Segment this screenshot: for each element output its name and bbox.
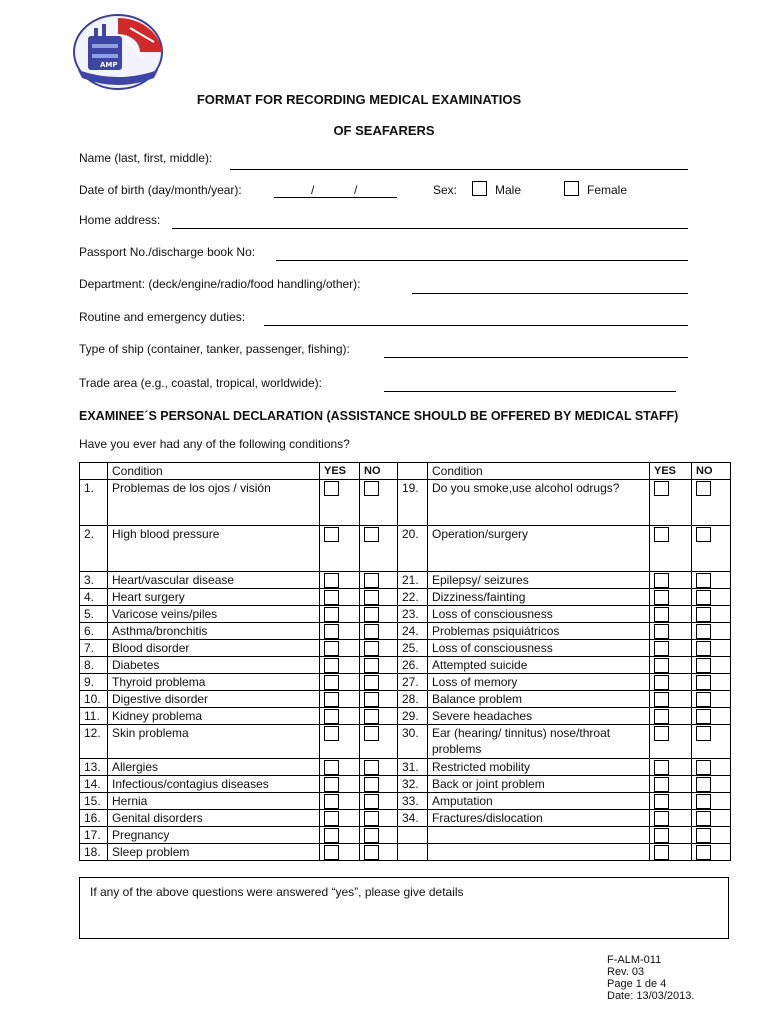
condition-number: 27.	[398, 674, 428, 691]
header-condition: Condition	[108, 463, 320, 480]
yes-checkbox[interactable]	[324, 527, 339, 542]
table-row	[80, 526, 731, 572]
no-cell	[360, 606, 398, 623]
no-checkbox[interactable]	[364, 709, 379, 724]
no-checkbox[interactable]	[696, 527, 711, 542]
yes-checkbox[interactable]	[654, 845, 669, 860]
yes-cell	[650, 793, 692, 810]
yes-checkbox[interactable]	[324, 811, 339, 826]
condition-number: 7.	[80, 640, 108, 657]
yes-checkbox[interactable]	[654, 811, 669, 826]
condition-name: Digestive disorder	[108, 691, 320, 708]
yes-cell	[320, 623, 360, 640]
yes-checkbox[interactable]	[654, 641, 669, 656]
yes-cell	[650, 759, 692, 776]
condition-name: Kidney problema	[108, 708, 320, 725]
table-row	[80, 572, 731, 589]
condition-number: 12.	[80, 725, 108, 759]
yes-checkbox[interactable]	[324, 607, 339, 622]
yes-cell	[650, 623, 692, 640]
table-row	[80, 674, 731, 691]
header-number	[80, 463, 108, 480]
yes-cell	[320, 606, 360, 623]
condition-name: Heart/vascular disease	[108, 572, 320, 589]
trade-area-label: Trade area (e.g., coastal, tropical, worldwide):	[79, 376, 322, 390]
condition-name: Severe headaches	[428, 708, 650, 725]
no-cell	[692, 776, 731, 793]
condition-name: Loss of memory	[428, 674, 650, 691]
yes-cell	[320, 691, 360, 708]
no-checkbox[interactable]	[364, 481, 379, 496]
yes-cell	[650, 725, 692, 759]
yes-checkbox[interactable]	[324, 726, 339, 741]
trade-area-field[interactable]	[384, 391, 676, 392]
name-field[interactable]	[230, 169, 688, 170]
yes-cell	[650, 526, 692, 572]
form-date: Date: 13/03/2013.	[607, 990, 695, 1002]
condition-name: Heart surgery	[108, 589, 320, 606]
form-title-line1: FORMAT FOR RECORDING MEDICAL EXAMINATIOS	[196, 92, 522, 107]
yes-checkbox[interactable]	[324, 845, 339, 860]
yes-cell	[320, 810, 360, 827]
no-cell	[360, 480, 398, 526]
no-cell	[360, 827, 398, 844]
no-checkbox[interactable]	[364, 828, 379, 843]
form-title-line2: OF SEAFARERS	[333, 123, 435, 138]
yes-cell	[650, 776, 692, 793]
dob-label: Date of birth (day/month/year):	[79, 183, 242, 197]
yes-cell	[320, 725, 360, 759]
yes-checkbox[interactable]	[324, 481, 339, 496]
no-cell	[692, 793, 731, 810]
condition-number: 22.	[398, 589, 428, 606]
yes-checkbox[interactable]	[654, 709, 669, 724]
condition-number: 28.	[398, 691, 428, 708]
yes-cell	[320, 526, 360, 572]
condition-number: 3.	[80, 572, 108, 589]
yes-checkbox[interactable]	[654, 726, 669, 741]
yes-checkbox[interactable]	[324, 794, 339, 809]
no-checkbox[interactable]	[696, 709, 711, 724]
home-address-label: Home address:	[79, 213, 161, 227]
condition-number: 30.	[398, 725, 428, 759]
no-cell	[360, 589, 398, 606]
no-checkbox[interactable]	[364, 641, 379, 656]
authority-logo	[70, 12, 166, 92]
no-cell	[360, 572, 398, 589]
condition-name: Epilepsy/ seizures	[428, 572, 650, 589]
no-checkbox[interactable]	[696, 607, 711, 622]
no-checkbox[interactable]	[364, 658, 379, 673]
condition-number: 13.	[80, 759, 108, 776]
svg-text:AMP: AMP	[100, 61, 118, 69]
yes-checkbox[interactable]	[654, 624, 669, 639]
no-cell	[692, 480, 731, 526]
no-cell	[360, 674, 398, 691]
conditions-question: Have you ever had any of the following conditions?	[79, 437, 350, 451]
document-footer	[607, 954, 694, 1002]
table-row	[80, 759, 731, 776]
no-checkbox[interactable]	[696, 828, 711, 843]
female-checkbox[interactable]	[564, 181, 579, 196]
condition-name: Thyroid problema	[108, 674, 320, 691]
yes-checkbox[interactable]	[654, 828, 669, 843]
sex-label: Sex:	[433, 183, 458, 197]
table-row	[80, 691, 731, 708]
no-checkbox[interactable]	[696, 658, 711, 673]
yes-cell	[650, 827, 692, 844]
header-yes: YES	[650, 463, 692, 480]
table-row	[80, 793, 731, 810]
no-checkbox[interactable]	[364, 760, 379, 775]
form-code: F-ALM-011	[607, 954, 662, 966]
table-row	[80, 725, 731, 759]
revision: Rev. 03	[607, 966, 645, 978]
condition-number: 19.	[398, 480, 428, 526]
condition-name: Dizziness/fainting	[428, 589, 650, 606]
condition-name: Amputation	[428, 793, 650, 810]
condition-number: 23.	[398, 606, 428, 623]
no-cell	[692, 572, 731, 589]
yes-checkbox[interactable]	[324, 573, 339, 588]
department-field[interactable]	[412, 293, 688, 294]
condition-name: Varicose veins/piles	[108, 606, 320, 623]
no-checkbox[interactable]	[696, 726, 711, 741]
no-checkbox[interactable]	[696, 692, 711, 707]
yes-checkbox[interactable]	[654, 658, 669, 673]
condition-number: 21.	[398, 572, 428, 589]
condition-name: Blood disorder	[108, 640, 320, 657]
condition-number: 34.	[398, 810, 428, 827]
condition-name: Skin problema	[108, 725, 320, 759]
table-row	[80, 657, 731, 674]
no-cell	[360, 844, 398, 861]
no-cell	[692, 526, 731, 572]
condition-name: Pregnancy	[108, 827, 320, 844]
yes-cell	[320, 759, 360, 776]
male-checkbox[interactable]	[472, 181, 487, 196]
yes-checkbox[interactable]	[654, 481, 669, 496]
yes-cell	[650, 691, 692, 708]
yes-checkbox[interactable]	[654, 527, 669, 542]
yes-checkbox[interactable]	[654, 760, 669, 775]
yes-cell	[320, 674, 360, 691]
condition-number: 18.	[80, 844, 108, 861]
condition-number: 17.	[80, 827, 108, 844]
no-cell	[692, 589, 731, 606]
condition-number: 33.	[398, 793, 428, 810]
yes-cell	[650, 640, 692, 657]
condition-number	[398, 827, 428, 844]
no-checkbox[interactable]	[364, 573, 379, 588]
condition-number: 4.	[80, 589, 108, 606]
yes-cell	[650, 708, 692, 725]
name-label: Name (last, first, middle):	[79, 151, 213, 165]
no-cell	[692, 674, 731, 691]
condition-name: Ear (hearing/ tinnitus) nose/throat problems	[428, 725, 650, 759]
yes-checkbox[interactable]	[654, 675, 669, 690]
no-checkbox[interactable]	[364, 590, 379, 605]
condition-number: 6.	[80, 623, 108, 640]
condition-name: Do you smoke,use alcohol odrugs?	[428, 480, 650, 526]
yes-cell	[650, 480, 692, 526]
condition-number: 16.	[80, 810, 108, 827]
condition-name: Asthma/bronchitis	[108, 623, 320, 640]
condition-name: Problemas psiquiátricos	[428, 623, 650, 640]
dob-separator: /	[354, 183, 358, 197]
yes-checkbox[interactable]	[324, 828, 339, 843]
yes-cell	[650, 606, 692, 623]
no-checkbox[interactable]	[364, 845, 379, 860]
details-box[interactable]	[79, 877, 729, 939]
condition-name: Balance problem	[428, 691, 650, 708]
no-checkbox[interactable]	[696, 675, 711, 690]
yes-checkbox[interactable]	[324, 590, 339, 605]
condition-name: Problemas de los ojos / visión	[108, 480, 320, 526]
no-cell	[692, 606, 731, 623]
no-checkbox[interactable]	[364, 675, 379, 690]
no-checkbox[interactable]	[696, 845, 711, 860]
no-checkbox[interactable]	[364, 607, 379, 622]
no-cell	[692, 759, 731, 776]
yes-checkbox[interactable]	[324, 641, 339, 656]
table-row	[80, 844, 731, 861]
table-row	[80, 827, 731, 844]
yes-checkbox[interactable]	[654, 777, 669, 792]
no-cell	[360, 526, 398, 572]
no-cell	[360, 759, 398, 776]
yes-cell	[320, 572, 360, 589]
header-yes: YES	[320, 463, 360, 480]
yes-cell	[320, 657, 360, 674]
condition-number: 15.	[80, 793, 108, 810]
yes-cell	[650, 674, 692, 691]
table-row	[80, 623, 731, 640]
table-row	[80, 640, 731, 657]
no-cell	[360, 810, 398, 827]
passport-field[interactable]	[276, 260, 688, 261]
yes-checkbox[interactable]	[324, 777, 339, 792]
dob-field[interactable]	[274, 197, 397, 198]
no-cell	[360, 623, 398, 640]
yes-cell	[650, 589, 692, 606]
condition-name: Allergies	[108, 759, 320, 776]
condition-number: 20.	[398, 526, 428, 572]
condition-name: Genital disorders	[108, 810, 320, 827]
condition-number: 31.	[398, 759, 428, 776]
no-cell	[692, 827, 731, 844]
condition-number: 8.	[80, 657, 108, 674]
ship-type-field[interactable]	[384, 357, 688, 358]
no-cell	[360, 657, 398, 674]
no-checkbox[interactable]	[364, 811, 379, 826]
no-checkbox[interactable]	[364, 624, 379, 639]
no-checkbox[interactable]	[696, 794, 711, 809]
yes-checkbox[interactable]	[324, 675, 339, 690]
condition-name	[428, 844, 650, 861]
condition-name: High blood pressure	[108, 526, 320, 572]
no-cell	[692, 810, 731, 827]
no-checkbox[interactable]	[696, 641, 711, 656]
no-cell	[360, 793, 398, 810]
yes-cell	[320, 844, 360, 861]
yes-checkbox[interactable]	[324, 709, 339, 724]
page-number: Page 1 de 4	[607, 978, 667, 990]
duties-label: Routine and emergency duties:	[79, 310, 246, 324]
no-checkbox[interactable]	[696, 624, 711, 639]
no-checkbox[interactable]	[696, 573, 711, 588]
condition-name: Infectious/contagius diseases	[108, 776, 320, 793]
no-checkbox[interactable]	[364, 794, 379, 809]
no-cell	[692, 657, 731, 674]
condition-number: 9.	[80, 674, 108, 691]
yes-checkbox[interactable]	[654, 590, 669, 605]
female-label: Female	[587, 183, 628, 197]
condition-name: Hernia	[108, 793, 320, 810]
no-cell	[692, 640, 731, 657]
yes-checkbox[interactable]	[654, 794, 669, 809]
home-address-field[interactable]	[172, 228, 688, 229]
header-number	[398, 463, 428, 480]
no-checkbox[interactable]	[696, 760, 711, 775]
passport-label: Passport No./discharge book No:	[79, 245, 256, 259]
yes-cell	[320, 827, 360, 844]
details-prompt: If any of the above questions were answered “yes”, please give details	[90, 885, 464, 899]
condition-name	[428, 827, 650, 844]
declaration-heading: EXAMINEE´S PERSONAL DECLARATION (ASSISTANCE SHOULD BE OFFERED BY MEDICAL STAFF)	[79, 409, 679, 423]
no-checkbox[interactable]	[696, 777, 711, 792]
no-cell	[360, 708, 398, 725]
yes-checkbox[interactable]	[654, 607, 669, 622]
no-cell	[360, 640, 398, 657]
no-checkbox[interactable]	[364, 692, 379, 707]
condition-name: Sleep problem	[108, 844, 320, 861]
condition-number: 26.	[398, 657, 428, 674]
yes-cell	[650, 657, 692, 674]
yes-cell	[320, 776, 360, 793]
table-row	[80, 810, 731, 827]
condition-number: 5.	[80, 606, 108, 623]
condition-number: 29.	[398, 708, 428, 725]
condition-number: 10.	[80, 691, 108, 708]
condition-name: Loss of consciousness	[428, 640, 650, 657]
condition-number: 25.	[398, 640, 428, 657]
condition-name: Loss of consciousness	[428, 606, 650, 623]
no-cell	[692, 691, 731, 708]
table-row	[80, 708, 731, 725]
no-checkbox[interactable]	[364, 726, 379, 741]
condition-name: Attempted suicide	[428, 657, 650, 674]
no-cell	[692, 623, 731, 640]
yes-cell	[320, 640, 360, 657]
yes-checkbox[interactable]	[324, 760, 339, 775]
condition-number: 11.	[80, 708, 108, 725]
no-cell	[360, 725, 398, 759]
yes-checkbox[interactable]	[324, 624, 339, 639]
table-row	[80, 589, 731, 606]
condition-name: Fractures/dislocation	[428, 810, 650, 827]
no-checkbox[interactable]	[696, 811, 711, 826]
condition-number: 14.	[80, 776, 108, 793]
male-label: Male	[495, 183, 522, 197]
condition-name: Diabetes	[108, 657, 320, 674]
yes-checkbox[interactable]	[654, 692, 669, 707]
department-label: Department: (deck/engine/radio/food handling/other):	[79, 277, 361, 291]
table-row	[80, 776, 731, 793]
header-condition: Condition	[428, 463, 650, 480]
yes-checkbox[interactable]	[324, 692, 339, 707]
condition-name: Restricted mobility	[428, 759, 650, 776]
condition-number: 32.	[398, 776, 428, 793]
condition-number	[398, 844, 428, 861]
condition-name: Operation/surgery	[428, 526, 650, 572]
duties-field[interactable]	[264, 325, 688, 326]
table-row	[80, 480, 731, 526]
no-cell	[360, 776, 398, 793]
no-checkbox[interactable]	[696, 481, 711, 496]
no-cell	[692, 844, 731, 861]
no-cell	[692, 708, 731, 725]
header-no: NO	[360, 463, 398, 480]
yes-cell	[650, 810, 692, 827]
condition-name: Back or joint problem	[428, 776, 650, 793]
yes-cell	[650, 844, 692, 861]
condition-number: 24.	[398, 623, 428, 640]
condition-number: 1.	[80, 480, 108, 526]
no-checkbox[interactable]	[696, 590, 711, 605]
yes-cell	[320, 708, 360, 725]
yes-cell	[320, 480, 360, 526]
no-cell	[692, 725, 731, 759]
yes-cell	[320, 589, 360, 606]
yes-cell	[320, 793, 360, 810]
yes-checkbox[interactable]	[654, 573, 669, 588]
condition-number: 2.	[80, 526, 108, 572]
table-row	[80, 606, 731, 623]
ship-type-label: Type of ship (container, tanker, passenger, fishing):	[79, 342, 350, 356]
no-checkbox[interactable]	[364, 777, 379, 792]
conditions-table	[79, 462, 731, 861]
header-no: NO	[692, 463, 731, 480]
no-checkbox[interactable]	[364, 527, 379, 542]
dob-separator: /	[311, 183, 315, 197]
no-cell	[360, 691, 398, 708]
yes-cell	[650, 572, 692, 589]
yes-checkbox[interactable]	[324, 658, 339, 673]
